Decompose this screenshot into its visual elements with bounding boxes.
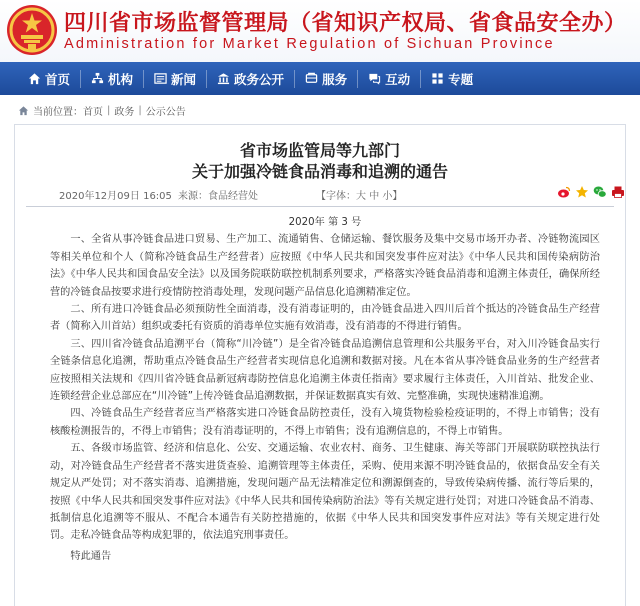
share-wechat[interactable] xyxy=(593,184,607,198)
breadcrumb-notices[interactable]: 公示公告 xyxy=(145,106,186,118)
weibo-icon xyxy=(557,185,571,199)
service-icon xyxy=(305,72,318,85)
font-size-label: 【字体： xyxy=(316,191,356,202)
wechat-icon xyxy=(593,185,607,199)
interact-icon xyxy=(368,72,381,85)
gov-open-icon xyxy=(217,72,230,85)
breadcrumb-home[interactable]: 首页 xyxy=(83,106,103,118)
document-number: 2020年 第 3 号 xyxy=(288,217,362,228)
breadcrumb-gov[interactable]: 政务 xyxy=(114,106,135,118)
news-icon xyxy=(154,72,167,85)
nav-label-home: 首页 xyxy=(45,71,71,87)
breadcrumb xyxy=(0,95,640,125)
nav-label-gov-open: 政务公开 xyxy=(234,71,285,87)
main-nav xyxy=(0,62,640,95)
breadcrumb-separator: | xyxy=(138,104,142,116)
font-size-large[interactable]: 大 xyxy=(356,191,366,202)
share-bar xyxy=(553,184,625,198)
nav-divider xyxy=(420,70,421,88)
site-title: 四川省市场监督管理局（省知识产权局、省食品安全办） xyxy=(64,11,627,36)
meta-divider xyxy=(26,206,614,207)
national-emblem-icon xyxy=(6,4,58,56)
nav-item-news[interactable] xyxy=(154,62,196,95)
nav-divider xyxy=(80,70,81,88)
qzone-icon xyxy=(575,185,589,199)
article-paragraph-4: 四、冷链食品生产经营者应当严格落实进口冷链食品防控责任，没有入境货物检验检疫证明的，不得上市销售；没有核酸检测报告的，不得上市销售；没有消毒证明的，不得上市销售；没有追溯信息的，不得上市销售。 xyxy=(50,408,600,437)
nav-label-service: 服务 xyxy=(322,71,348,87)
location-home-icon xyxy=(18,105,29,116)
home-icon xyxy=(28,72,41,85)
article-paragraph-1: 一、全省从事冷链食品进口贸易、生产加工、流通销售、仓储运输、餐饮服务及集中交易市场开办者、冷链物流园区等相关单位和个人（简称冷链食品生产经营者）应按照《中华人民共和国突发事件应对法》《中华人民共和国传染病防治法》《中华人民共和国食品安全法》以及国务院联防联控机制系列要求，严格落实冷链食品消毒和追溯主体责任，确保所经营的冷链食品按要求进行疫情防控消毒处理，发现问题产品信息化追溯精准定位。 xyxy=(50,234,600,298)
nav-label-org: 机构 xyxy=(108,71,134,87)
org-icon xyxy=(91,72,104,85)
nav-divider xyxy=(143,70,144,88)
breadcrumb-separator: | xyxy=(107,104,111,116)
share-weibo[interactable] xyxy=(557,184,571,198)
font-size-control xyxy=(316,187,402,202)
article-source: 来源：食品经营处 xyxy=(178,191,258,202)
nav-label-topic: 专题 xyxy=(448,71,474,87)
share-qzone[interactable] xyxy=(575,184,589,198)
nav-item-org[interactable] xyxy=(91,62,133,95)
nav-label-interact: 互动 xyxy=(385,71,411,87)
publish-date: 2020年12月09日 16:05 xyxy=(59,191,172,202)
nav-label-news: 新闻 xyxy=(171,71,197,87)
print-icon xyxy=(611,185,625,199)
nav-item-home[interactable] xyxy=(28,62,70,95)
article-title-line2: 关于加强冷链食品消毒和追溯的通告 xyxy=(191,162,448,181)
nav-divider xyxy=(206,70,207,88)
article-paragraph-3: 三、四川省冷链食品追溯平台（简称“川冷链”）是全省冷链食品追溯信息管理和公共服务平台，对入川冷链食品实行全链条信息化追溯，帮助重点冷链食品生产经营者实现信息化追溯和数据对接。凡在本省从事冷链食品业务的生产经营者应按照相关法规和《四川省冷链食品新冠病毒防控信息化追溯主体责任指南》要求履行主体责任，入川首站、批发企业、连锁经营企业总部应在“川冷链”上传冷链食品追溯数据，并保证数据真实有效、完整准确，实现快速精准追溯。 xyxy=(50,338,600,403)
site-header xyxy=(0,0,640,62)
topic-icon xyxy=(431,72,444,85)
article-meta xyxy=(0,187,640,203)
nav-item-interact[interactable] xyxy=(368,62,410,95)
article-paragraph-5: 五、各级市场监管、经济和信息化、公安、交通运输、农业农村、商务、卫生健康、海关等部门开展联防联控执法行动，对冷链食品生产经营者不落实进货查验、追溯管理等主体责任，采购、使用来源不明冷链食品的，依据食品安全有关规定从严处罚；对不落实消毒、追溯措施，发现问题产品无法精准定位和溯源倒查的，导致传染病传播、流行等后果的，按照《中华人民共和国突发事件应对法》《中华人民共和国传染病防治法》等有关规定进行处罚；对进口冷链食品不消毒、抵制信息化追溯等不服从、不配合本通告有关防控措施的，依据《中华人民共和国突发事件应对法》等有关规定进行处罚。走私冷链食品等构成犯罪的，依法追究刑事责任。 xyxy=(50,443,600,542)
article-paragraph-2: 二、所有进口冷链食品必须预防性全面消毒，没有消毒证明的，由冷链食品进入四川后首个抵达的冷链食品生产经营者（简称入川首站）组织或委托有资质的消毒单位实施有效消毒，没有消毒的不得进行销售。 xyxy=(50,304,600,333)
font-size-end: 】 xyxy=(392,191,403,202)
article-body xyxy=(50,214,600,565)
article-title-line1: 省市场监管局等九部门 xyxy=(239,141,400,160)
font-size-small[interactable]: 小 xyxy=(382,191,393,202)
nav-divider xyxy=(357,70,358,88)
font-size-medium[interactable]: 中 xyxy=(369,191,380,202)
nav-item-topic[interactable] xyxy=(431,62,473,95)
site-subtitle: Administration for Market Regulation of Sichuan Province xyxy=(64,36,555,52)
breadcrumb-prefix: 当前位置： xyxy=(33,106,83,118)
nav-divider xyxy=(294,70,295,88)
nav-item-service[interactable] xyxy=(305,62,347,95)
print-button[interactable] xyxy=(611,184,625,198)
nav-item-gov-open[interactable] xyxy=(217,62,284,95)
article-closing: 特此通告 xyxy=(70,550,112,562)
